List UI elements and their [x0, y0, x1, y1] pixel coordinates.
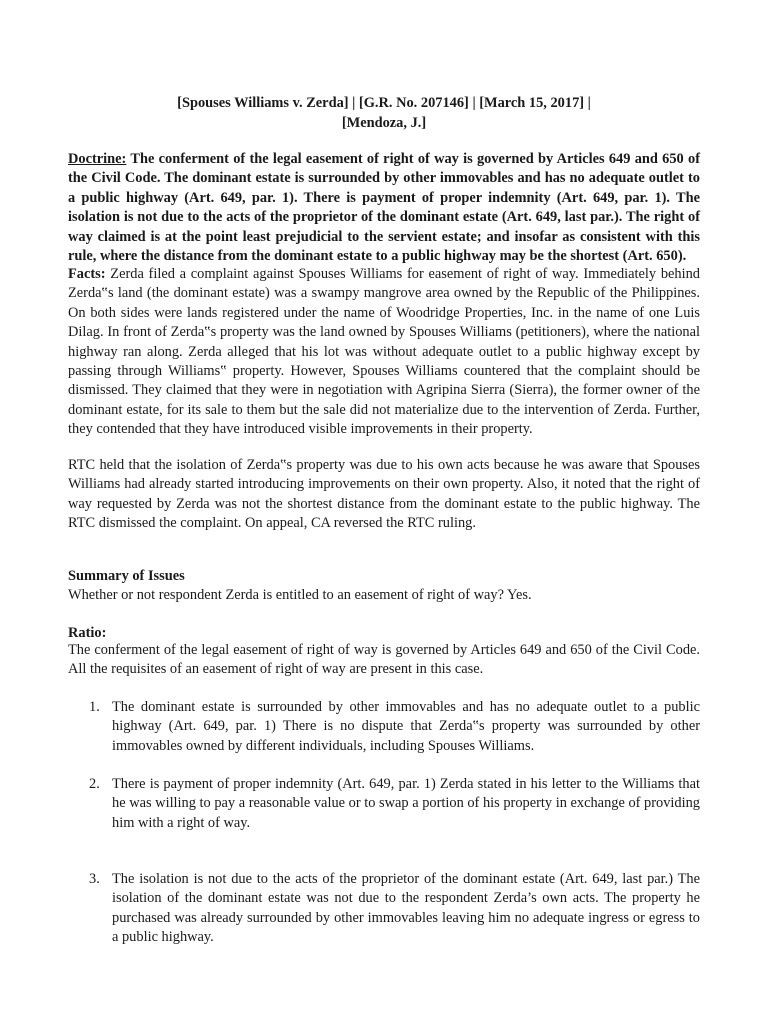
list-item: [68, 698, 700, 756]
case-title-line2: [Mendoza, J.]: [341, 115, 427, 131]
list-item-text: The isolation is not due to the acts of the proprietor of the dominant estate (Art. 649, last par.) The isolation of the dominant estate was not due to the respondent Zerda’s own acts. The property he purchased was already surrounded by other immovables leaving him no adequate ingress or egress to a public highway.: [112, 871, 700, 946]
facts-section: [68, 265, 700, 440]
list-item-text: There is payment of proper indemnity (Art. 649, par. 1) Zerda stated in his letter to the Williams that he was willing to pay a reasonable value or to swap a portion of his property in exchange of providing him with a right of way.: [112, 776, 700, 831]
list-item-number: 2.: [89, 776, 100, 792]
list-item-number: 1.: [89, 699, 100, 715]
list-item-text: The dominant estate is surrounded by other immovables and has no adequate outlet to a public highway (Art. 649, par. 1) There is no dispute that Zerda‟s property was surrounded by other immovables owned by different individuals, including Spouses Williams.: [112, 699, 700, 754]
rtc-paragraph: RTC held that the isolation of Zerda‟s property was due to his own acts because he was aware that Spouses Williams had already started introducing improvements on their own property. Also, it noted that the right of way requested by Zerda was not the shortest distance from the dominant estate to the public highway. The RTC dismissed the complaint. On appeal, CA reversed the RTC ruling.: [68, 457, 700, 532]
list-item: [68, 870, 700, 948]
list-item-number: 3.: [89, 871, 100, 887]
summary-text: Whether or not respondent Zerda is entitled to an easement of right of way? Yes.: [68, 587, 532, 603]
ratio-heading: Ratio:: [68, 625, 107, 641]
ratio-text: The conferment of the legal easement of right of way is governed by Articles 649 and 650 of the Civil Code. All the requisites of an easement of right of way are present in this case.: [68, 642, 700, 678]
doctrine-label: Doctrine:: [68, 151, 127, 167]
doctrine-section: [68, 150, 700, 266]
list-item: [68, 775, 700, 833]
facts-label: Facts:: [68, 266, 106, 282]
facts-text: Zerda filed a complaint against Spouses Williams for easement of right of way. Immediately behind Zerda‟s land (the dominant estate) was a swampy mangrove area owned by the Republic of the Philippines. On both sides were lands registered under the name of Woodridge Properties, Inc. in the name of one Luis Dilag. In front of Zerda‟s property was the land owned by Spouses Williams (petitioners), where the national highway ran along. Zerda alleged that his lot was without adequate outlet to a public highway except by passing through Williams‟ property. However, Spouses Williams countered that the complaint should be dismissed. They claimed that they were in negotiation with Agripina Sierra (Sierra), the former owner of the dominant estate, for its sale to them but the sale did not materialize due to the intervention of Zerda. Further, they contended that they have introduced visible improvements in their property.: [68, 266, 700, 438]
case-title-line1: [Spouses Williams v. Zerda] | [G.R. No. 207146] | [March 15, 2017] |: [177, 95, 591, 111]
doctrine-text: The conferment of the legal easement of right of way is governed by Articles 649 and 650 of the Civil Code. The dominant estate is surrounded by other immovables and has no adequate outlet to a public highway (Art. 649, par. 1). There is payment of proper indemnity (Art. 649, par. 1). The isolation is not due to the acts of the proprietor of the dominant estate (Art. 649, last par.). The right of way claimed is at the point least prejudicial to the servient estate; and insofar as consistent with this rule, where the distance from the dominant estate to a public highway may be the shortest (Art. 650).: [68, 151, 701, 265]
summary-heading: Summary of Issues: [68, 568, 185, 584]
case-title: [68, 93, 700, 133]
